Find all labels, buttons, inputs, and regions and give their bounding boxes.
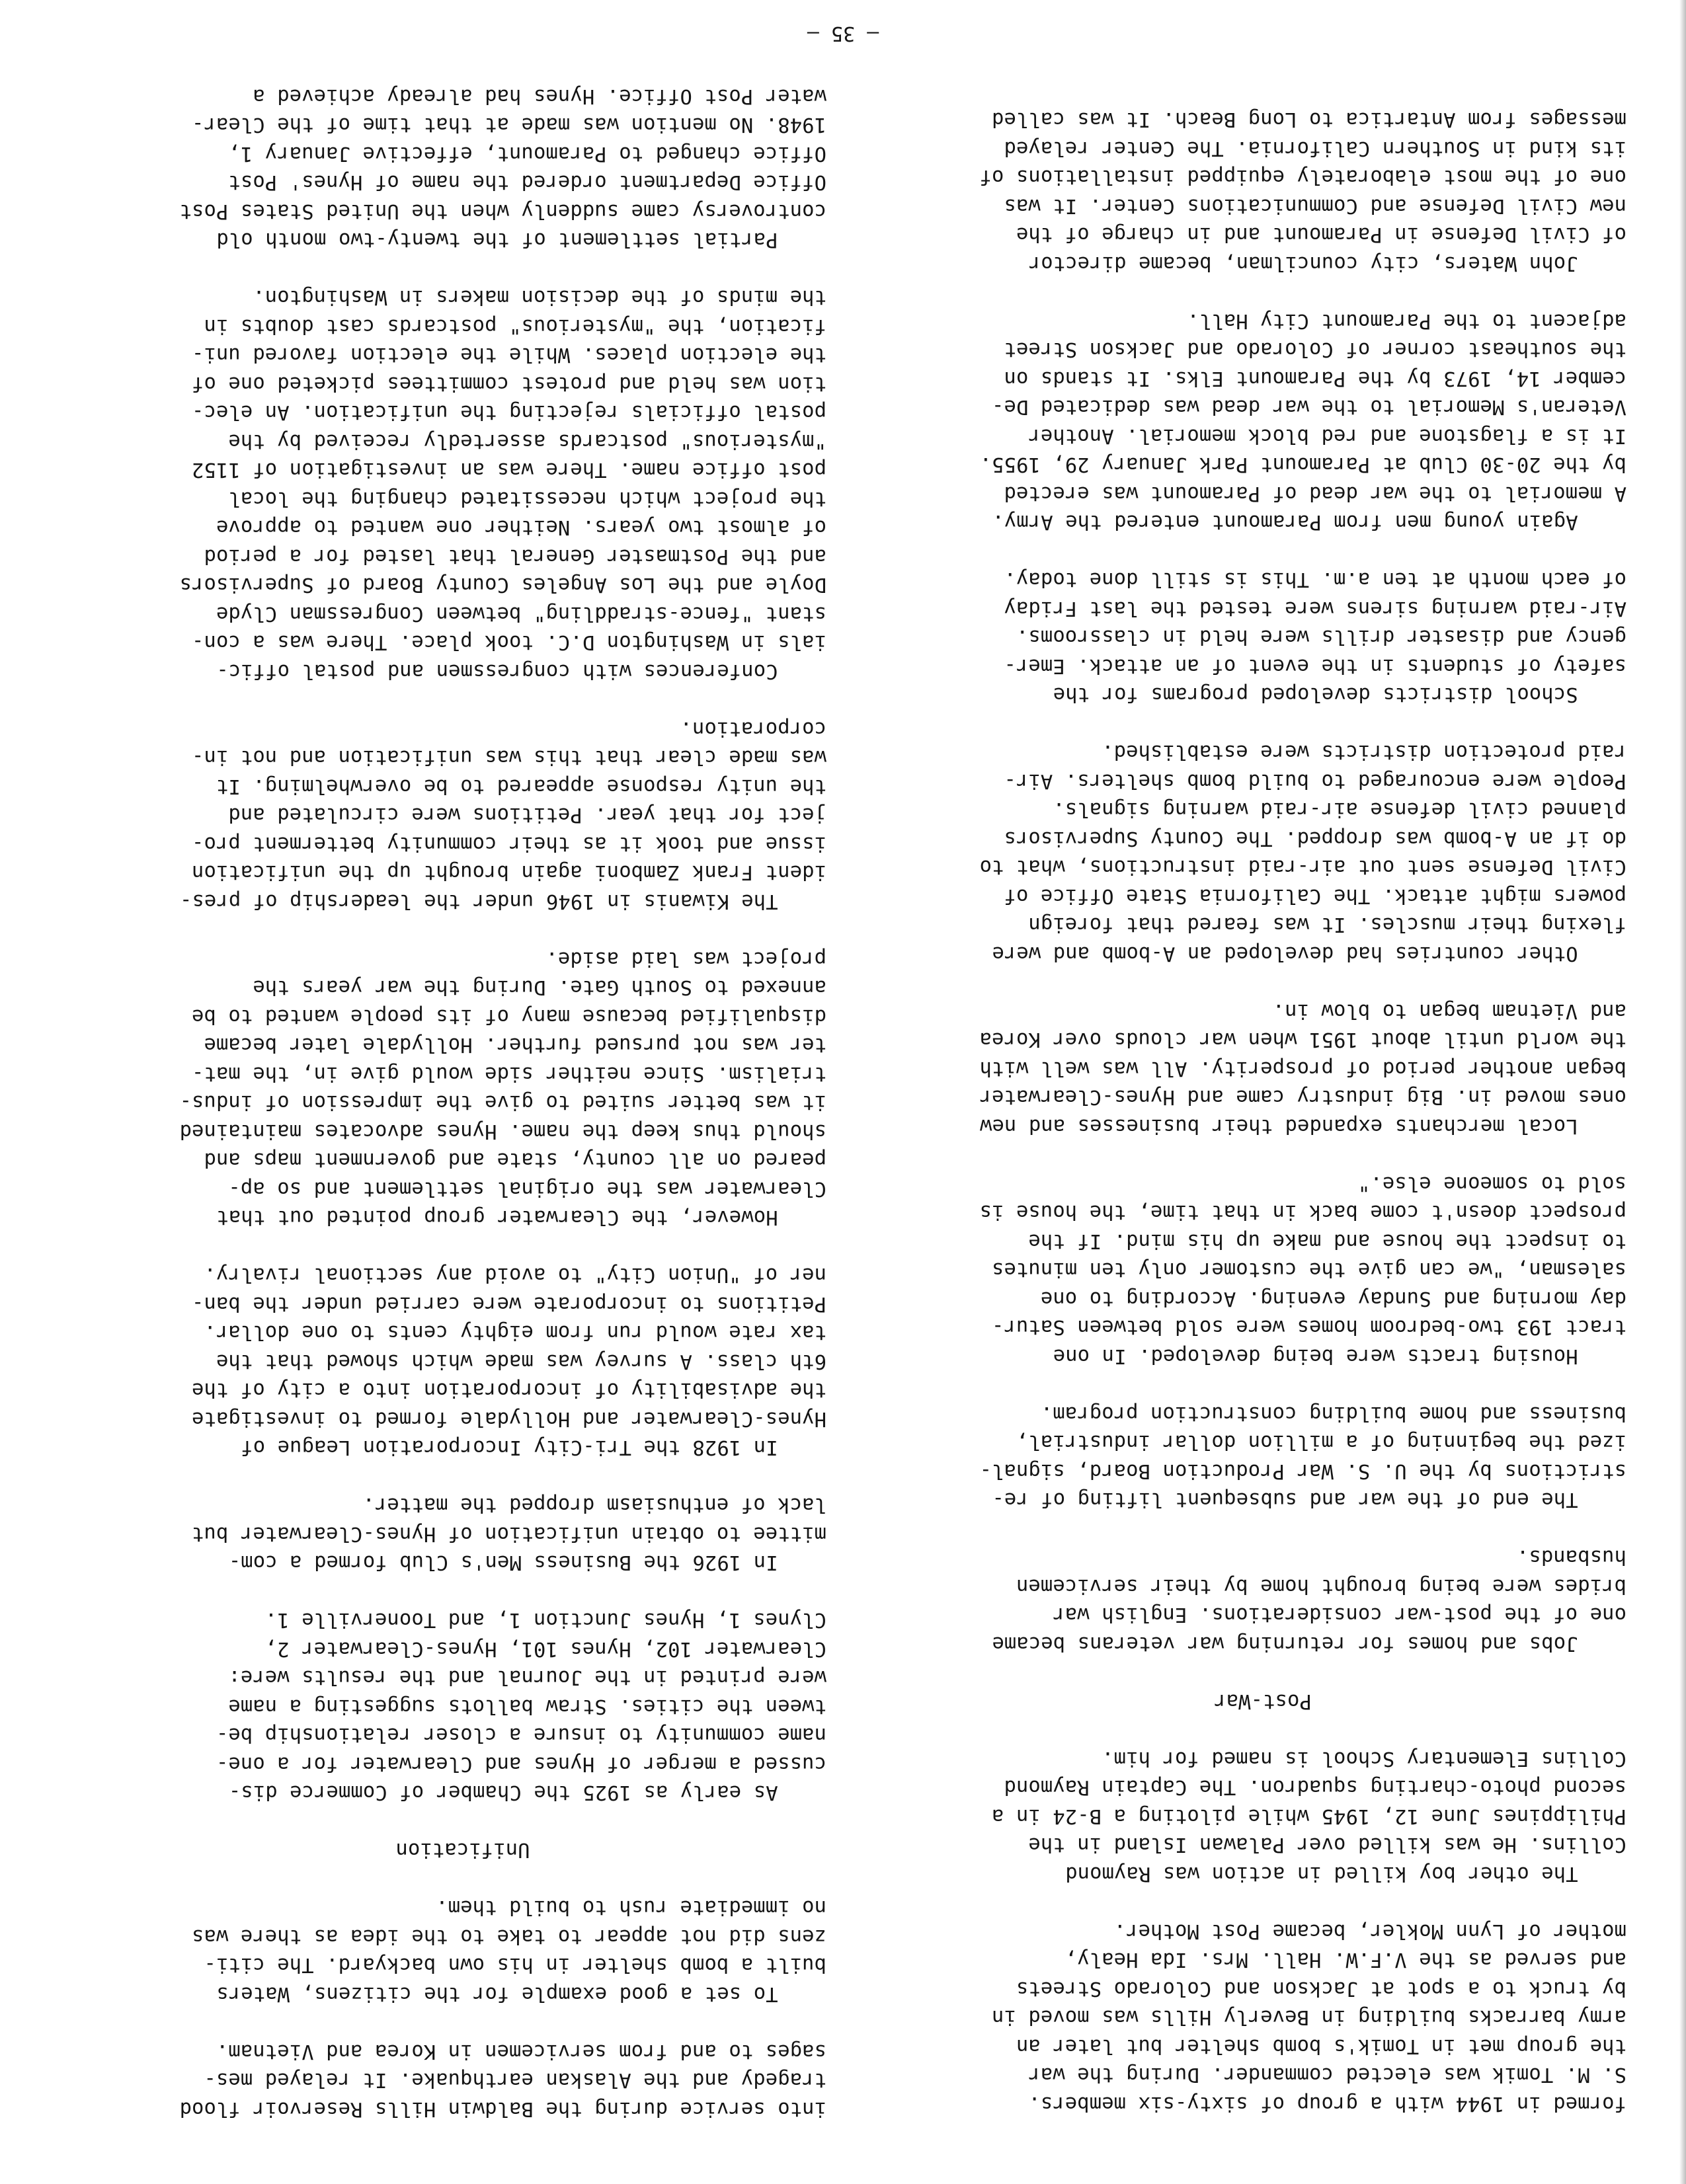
page-number: — 35 — [807,22,879,45]
paragraph: School districts developed programs for the safety of students in the event of an attack. Emer- gency and disaster drills were held in classrooms. Air-raid warning sirens were tested the last Friday of each month at ten a.m. This is still done today. [1004,568,1626,707]
paragraph: Local merchants expanded their businesses and new ones moved in. Big industry came and Hynes-Clearwater began another period of prosperity. All was well with the world until about 1951 when war clouds over Korea and Vietnam began to blow in. [979,999,1626,1138]
right-column [99,53,826,2123]
paragraph: into service during the Baldwin Hills Reservoir flood tragedy and the Alaskan earthquake. It relayed mes- sages to and from servicemen in Korea and Vietnam. [179,2040,826,2121]
section-heading-unification: Unification [395,1838,530,1862]
paragraph: As early as 1925 the Chamber of Commerce dis- cussed a merger of Hynes and Clearwater for a one- name community to insure a closer relationship be- tween the cities. Straw ballots suggesting a name were printed in the Journal and the results were: Clearwater 102, Hynes 101, Hynes-Clearwater 2, Clynes 1, Hynes Junction 1, and Toonerville 1. [216,1608,826,1805]
paragraph: Other countries had developed an A-bomb and were flexing their muscles. It was feared that foreign powers might attack. The California State Office of Civil Defense sent out air-raid instructions, what to do if an A-bomb was dropped. The County Supervisors planned civil defense air-raid warning signals. People were encouraged to build bomb shelters. Air- raid protection districts were established. [979,740,1626,965]
paragraph: Partial settlement of the twenty-two month old controversy came suddenly when the United States Post Office Department ordered the name of Hynes' Post Office changed to Paramount, effective January 1, 1948. No mention was made at that time of the Clear- water Post Office. Hynes had already achieved a [179,85,826,252]
scan-edge-shadow [1679,0,1686,2184]
paragraph: In 1928 the Tri-City Incorporation League of Hynes-Clearwater and Hollydale formed to investigate the advisability of incorporation into a city of the 6th class. A survey was made which showed that the tax rate would run from eighty cents to one dollar. Petitions to incorporate were carried under the ban- ner of "Union City" to avoid any sectional rivalry. [191,1263,826,1460]
paragraph: To set a good example for the citizens, Waters built a bomb shelter in his own backyard. The citi- zens did not appear to take to the idea as there was no immediate rush to build them. [191,1896,826,2006]
paragraph: The end of the war and subsequent lifting of re- strictions by the U. S. War Production Board, signal- ized the beginning of a million dollar industrial, business and home building construction program. [979,1402,1626,1512]
paragraph: The other boy killed in action was Raymond Collins. He was killed over Palawan Island in the Philippines June 12, 1945 while piloting a B-24 in a second photo-charting squadron. The Captain Raymond Collins Elementary School is named for him. [991,1747,1626,1885]
section-heading-post-war: Post-War [1214,1690,1312,1713]
paragraph: Conferences with congressmen and postal offic- ials in Washington D.C. took place. There was a con- stant "fence-straddling" between Congressman Clyde Doyle and the Los Angeles County Board of Supervisors and the Postmaster General that lasted for a period of almost two years. Neither one wanted to approve the project which necessitated changing the local post office name. There was an investigation of 1152 "mysterious" postcards assertedly received by the postal officials rejecting the unification. An elec- tion was held and protest committees picketed one of the election places. While the election favored uni- fication, the "mysterious" postcards cast doubts in the minds of the decision makers in Washington. [179,286,826,683]
left-column [899,77,1626,2119]
paragraph: However, the Clearwater group pointed out that Clearwater was the original settlement and so ap- peared on all county, state and government maps and should thus keep the name. Hynes advocates maintained it was better suited to give the impression of indus- trialism. Since neither side would give in, the mat- ter was not pursued further. Hollydale later became disqualified because many of its people wanted to be annexed to South Gate. During the war years the project was laid aside. [179,947,826,1229]
paragraph: Housing tracts were being developed. In one tract 193 two-bedroom homes were sold between Satur- day morning and Sunday evening. According to one salesman, "we can give the customer only ten minutes to inspect the house and make up his mind. If the prospect doesn't come back in that time, the house is sold to someone else." [979,1172,1626,1368]
paragraph: formed in 1944 with a group of sixty-six members. S. M. Tomik was elected commander. During the war the group met in Tomik's bomb shelter but later an army barracks building in Beverly Hills was moved in by truck to a spot at Jackson and Colorado Streets and served as the V.F.W. Hall. Mrs. Ida Healy, mother of Lynn Mokler, became Post Mother. [991,1920,1626,2115]
paragraph: Again young men from Paramount entered the Army. A memorial to the war dead of Paramount was erected by the 20-30 Club at Paramount Park January 29, 1955. It is a flagstone and red block memorial. Another Veteran's Memorial to the war dead was dedicated De- cember 14, 1973 by the Paramount Elks. It stands on the southeast corner of Colorado and Jackson Street adjacent to the Paramount City Hall. [979,309,1626,534]
paragraph: In 1926 the Business Men's Club formed a com- mittee to obtain unification of Hynes-Clearwater but lack of enthusiasm dropped the matter. [191,1493,826,1575]
paragraph: John Waters, city councilman, became director of Civil Defense in Paramount and in charge of the new Civil Defense and Communications Center. It was one of the most elaborately equipped installations of its kind in Southern California. The Center relayed messages from Antartica to Long Beach. It was called [979,108,1626,275]
paragraph: The Kiwanis in 1946 under the leadership of pres- ident Frank Zamboni again brought up the unification issue and took it as their community betterment pro- ject for that year. Petitions were circulated and the unity response appeared to be overwhelming. It was made clear that this was unification and not in- corporation. [179,717,826,913]
paragraph: Jobs and homes for returning war veterans became one of the post-war considerations. English war brides were being brought home by their servicemen husbands. [992,1545,1626,1655]
